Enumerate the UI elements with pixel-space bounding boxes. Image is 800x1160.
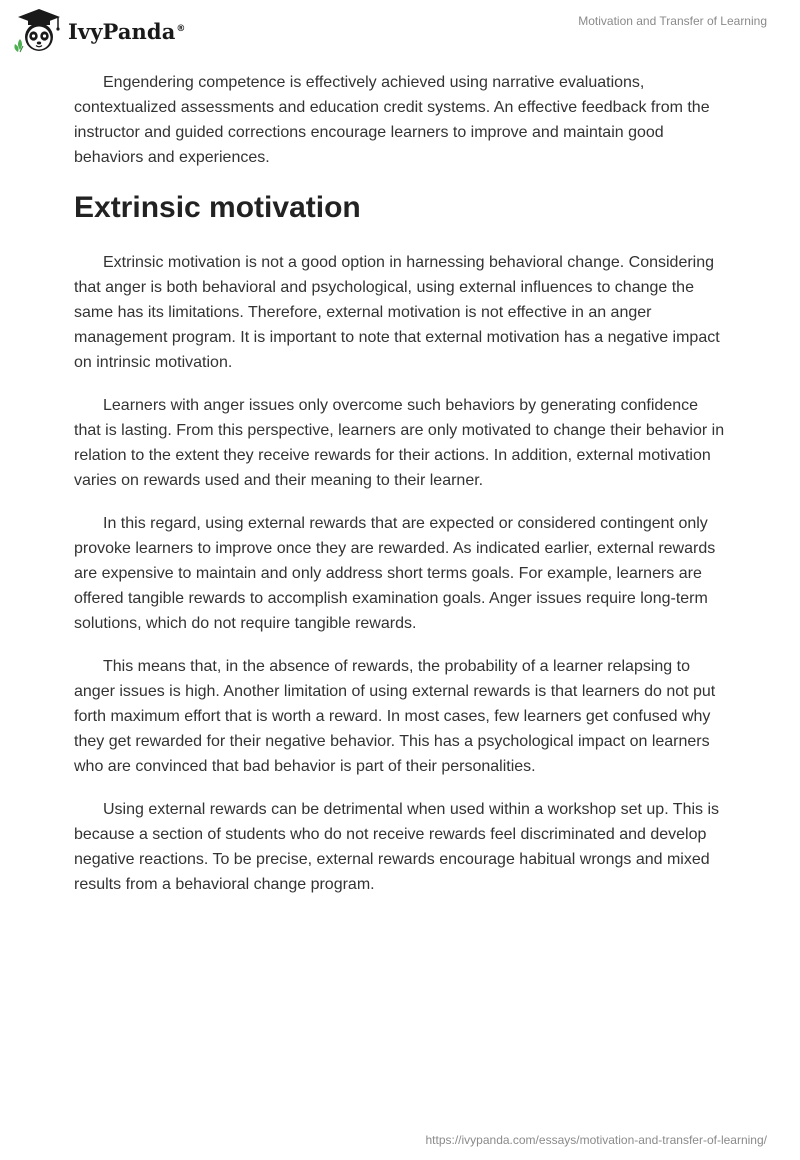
- intro-paragraph: Engendering competence is effectively achieved using narrative evaluations, contextualized assessments and education credit systems. An effective feedback from the instructor and guided corrections encourage learners to improve and maintain good behaviors and experiences.: [74, 74, 710, 166]
- logo-text: IvyPanda®: [68, 18, 186, 44]
- body-paragraph: Using external rewards can be detrimental when used within a workshop set up. This is because a section of students who do not receive rewards feel discriminated and develop negative reactions. To be precise, external rewards encourage habitual wrongs and mixed results from a behavioral change program.: [74, 801, 720, 893]
- page-header: [0, 0, 800, 60]
- ivypanda-logo[interactable]: [14, 8, 186, 54]
- registered-mark: ®: [176, 23, 186, 34]
- body-paragraph: In this regard, using external rewards that are expected or considered contingent only provoke learners to improve once they are rewarded. As indicated earlier, external rewards are expensive to maintain and only address short terms goals. For example, learners are offered tangible rewards to accomplish examination goals. Anger issues require long-term solutions, which do not require tangible rewards.: [74, 515, 716, 632]
- body-paragraph: This means that, in the absence of rewards, the probability of a learner relapsing to anger issues is high. Another limitation of using external rewards is that learners do not put forth maximum effort that is worth a reward. In most cases, few learners get confused why they get rewarded for their negative behavior. This has a psychological impact on learners who are convinced that bad behavior is part of their personalities.: [74, 658, 716, 775]
- source-url[interactable]: https://ivypanda.com/essays/motivation-and-transfer-of-learning/: [425, 1133, 767, 1147]
- panda-graduate-icon: [14, 8, 64, 54]
- article-body: [74, 70, 726, 915]
- body-paragraph: Learners with anger issues only overcome such behaviors by generating confidence that is lasting. From this perspective, learners are only motivated to change their behavior in relation to the extent they receive rewards for their actions. In addition, external motivation varies on rewards used and their meaning to their learner.: [74, 397, 725, 489]
- body-paragraph: Extrinsic motivation is not a good option in harnessing behavioral change. Considering that anger is both behavioral and psychological, using external influences to change the same has its limitations. Therefore, external motivation is not effective in an anger management program. It is important to note that external motivation has a negative impact on intrinsic motivation.: [74, 254, 720, 371]
- document-title: Motivation and Transfer of Learning: [578, 14, 767, 28]
- section-heading: Extrinsic motivation: [74, 191, 361, 224]
